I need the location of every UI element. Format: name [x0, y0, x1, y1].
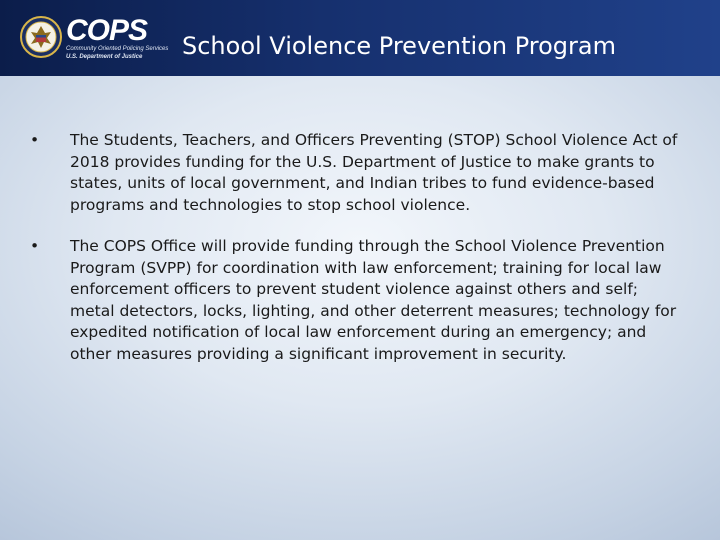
logo-department: U.S. Department of Justice: [66, 54, 143, 60]
logo-wordmark: COPS: [66, 14, 148, 47]
bullet-list: [30, 130, 680, 385]
bullet-item: [30, 236, 680, 365]
slide-title: School Violence Prevention Program: [182, 32, 616, 60]
title-bar: [0, 0, 720, 76]
doj-seal-icon: [20, 16, 62, 58]
bullet-marker-icon: •: [30, 131, 40, 149]
cops-logo: [20, 14, 169, 62]
bullet-text: The COPS Office will provide funding through the School Violence Prevention Program (SVPP) for coordination with law enforcement; training for local law enforcement officers to prevent student violence against others and self; metal detectors, locks, lighting, and other deterrent measures; technology for expedited notification of local law enforcement during an emergency; and other measures providing a significant improvement in security.: [70, 237, 677, 363]
bullet-text: The Students, Teachers, and Officers Preventing (STOP) School Violence Act of 2018 provides funding for the U.S. Department of Justice to make grants to states, units of local government, and Indian tribes to fund evidence-based programs and technologies to stop school violence.: [70, 131, 678, 214]
bullet-item: [30, 130, 680, 216]
logo-subtitle: Community Oriented Policing Services: [66, 46, 169, 52]
bullet-marker-icon: •: [30, 237, 40, 255]
